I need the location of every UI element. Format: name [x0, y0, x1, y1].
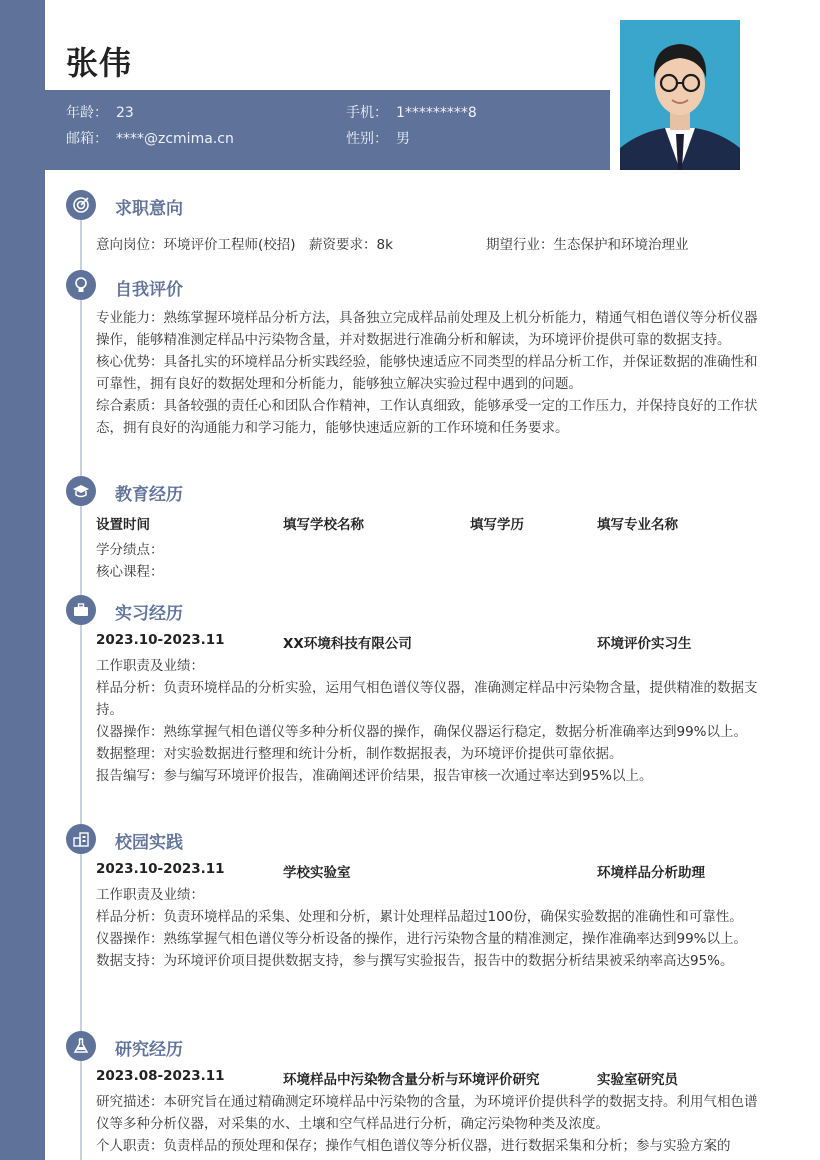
- self-eval-line: 核心优势：具备扎实的环境样品分析实践经验，能够快速适应不同类型的样品分析工作，并保证数据的准确性和可靠性，拥有良好的数据处理和分析能力，能够独立解决实验过程中遇到的问题。: [96, 354, 758, 392]
- campus-line: 仪器操作：熟练掌握气相色谱仪等分析设备的操作，进行污染物含量的精准测定，操作准确率达到99%以上。: [96, 931, 748, 947]
- education-gpa: 学分绩点：: [96, 542, 164, 558]
- email-info: 邮箱： ****@zcmima.cn: [66, 131, 234, 147]
- job-salary: 薪资要求：8k: [309, 237, 393, 253]
- internship-line: 样品分析：负责环境样品的分析实验，运用气相色谱仪等仪器，准确测定样品中污染物含量，提供精准的数据支持。: [96, 680, 758, 718]
- section-title-research: 研究经历: [115, 1040, 183, 1060]
- campus-building-icon: [66, 824, 96, 854]
- education-degree: 填写学历: [470, 517, 524, 533]
- campus-role: 环境样品分析助理: [597, 865, 705, 881]
- section-title-self-eval: 自我评价: [115, 280, 183, 300]
- graduation-cap-icon: [66, 476, 96, 506]
- internship-role: 环境评价实习生: [597, 636, 692, 652]
- research-period: 2023.08-2023.11: [96, 1068, 225, 1084]
- timeline-line: [80, 190, 82, 1160]
- section-title-education: 教育经历: [115, 485, 183, 505]
- section-title-job: 求职意向: [115, 199, 183, 219]
- internship-line: 仪器操作：熟练掌握气相色谱仪等多种分析仪器的操作，确保仪器运行稳定，数据分析准确率达到99%以上。: [96, 724, 748, 740]
- research-line: 研究描述：本研究旨在通过精确测定环境样品中污染物的含量，为环境评价提供科学的数据支持。利用气相色谱仪等多种分析仪器，对采集的水、土壤和空气样品进行分析，确定污染物种类及浓度。: [96, 1094, 758, 1132]
- section-title-internship: 实习经历: [115, 604, 183, 624]
- research-text: [96, 1091, 768, 1157]
- self-eval-line: 专业能力：熟练掌握环境样品分析方法，具备独立完成样品前处理及上机分析能力，精通气相色谱仪等分析仪器操作，能够精准测定样品中污染物含量，并对数据进行准确分析和解读，为环境评价提供可靠的数据支持。: [96, 310, 758, 348]
- age-info: 年龄： 23: [66, 105, 134, 121]
- education-courses: 核心课程：: [96, 564, 164, 580]
- campus-line: 数据支持：为环境评价项目提供数据支持，参与撰写实验报告，报告中的数据分析结果被采纳率高达95%。: [96, 953, 734, 969]
- self-eval-text: [96, 307, 768, 439]
- side-strip: [0, 0, 30, 1160]
- research-project: 环境样品中污染物含量分析与环境评价研究: [283, 1072, 540, 1088]
- campus-period: 2023.10-2023.11: [96, 861, 225, 877]
- profile-photo: [620, 20, 740, 170]
- job-position: 意向岗位：环境评价工程师(校招): [96, 237, 296, 253]
- campus-duty-label: 工作职责及业绩：: [96, 887, 204, 903]
- education-major: 填写专业名称: [597, 517, 678, 533]
- education-time: 设置时间: [96, 517, 150, 533]
- research-row: [96, 1068, 768, 1090]
- campus-text: [96, 884, 768, 972]
- section-title-campus: 校园实践: [115, 833, 183, 853]
- gender-info: 性别： 男: [346, 131, 410, 147]
- internship-company: XX环境科技有限公司: [283, 636, 412, 652]
- flask-icon: [66, 1031, 96, 1061]
- internship-duty-label: 工作职责及业绩：: [96, 658, 204, 674]
- bulb-icon: [66, 270, 96, 300]
- campus-org: 学校实验室: [283, 865, 351, 881]
- job-industry: 期望行业：生态保护和环境治理业: [486, 237, 689, 253]
- internship-text: [96, 655, 768, 787]
- target-icon: [66, 190, 96, 220]
- campus-row: [96, 861, 768, 883]
- research-role: 实验室研究员: [597, 1072, 678, 1088]
- campus-line: 样品分析：负责环境样品的采集、处理和分析，累计处理样品超过100份，确保实验数据的准确性和可靠性。: [96, 909, 743, 925]
- education-row: [96, 513, 768, 535]
- side-edge-bottom: [30, 170, 45, 1160]
- briefcase-icon: [66, 595, 96, 625]
- candidate-name: 张伟: [66, 44, 133, 82]
- internship-line: 数据整理：对实验数据进行整理和统计分析，制作数据报表，为环境评价提供可靠依据。: [96, 746, 623, 762]
- side-edge-top: [30, 0, 45, 90]
- self-eval-line: 综合素质：具备较强的责任心和团队合作精神，工作认真细致，能够承受一定的工作压力，并保持良好的工作状态，拥有良好的沟通能力和学习能力，能够快速适应新的工作环境和任务要求。: [96, 398, 758, 436]
- research-line: 个人职责：负责样品的预处理和保存；操作气相色谱仪等分析仪器，进行数据采集和分析；参与实验方案的: [96, 1138, 731, 1154]
- phone-info: 手机： 1*********8: [346, 105, 477, 121]
- internship-period: 2023.10-2023.11: [96, 632, 225, 648]
- education-school: 填写学校名称: [283, 517, 364, 533]
- internship-line: 报告编写：参与编写环境评价报告，准确阐述评价结果，报告审核一次通过率达到95%以上。: [96, 768, 653, 784]
- internship-row: [96, 632, 768, 654]
